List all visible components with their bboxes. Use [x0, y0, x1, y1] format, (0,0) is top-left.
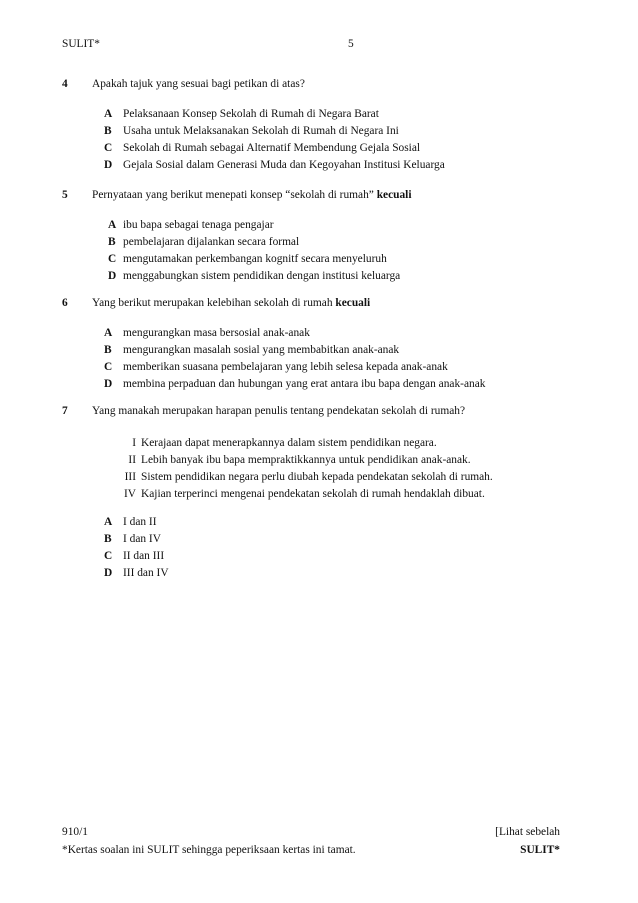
footer-note: *Kertas soalan ini SULIT sehingga peperiksaan kertas ini tamat. — [62, 844, 356, 856]
option-text: ibu bapa sebagai tenaga pengajar — [123, 219, 274, 231]
option-text: II dan III — [123, 550, 165, 562]
statement-text: Sistem pendidikan negara perlu diubah kepada pendekatan sekolah di rumah. — [141, 471, 493, 483]
option-letter: C — [108, 253, 117, 265]
question-number: 4 — [62, 78, 68, 90]
footer-paper-code: 910/1 — [62, 826, 88, 838]
question-number: 7 — [62, 405, 68, 417]
option-letter: D — [104, 567, 113, 579]
statement-number: III — [124, 471, 136, 483]
question-text: Pernyataan yang berikut menepati konsep “sekolah di rumah” kecuali — [92, 189, 412, 201]
statement-text: Lebih banyak ibu bapa mempraktikkannya untuk pendidikan anak-anak. — [141, 454, 471, 466]
statement-number: II — [128, 454, 136, 466]
option-letter: C — [104, 142, 113, 154]
option-text: mengurangkan masa bersosial anak-anak — [123, 327, 310, 339]
option-letter: B — [104, 125, 112, 137]
option-text: Gejala Sosial dalam Generasi Muda dan Kegoyahan Institusi Keluarga — [123, 159, 445, 171]
question-emphasis: kecuali — [376, 189, 412, 201]
option-text: Pelaksanaan Konsep Sekolah di Rumah di Negara Barat — [123, 108, 379, 120]
question-text: Yang manakah merupakan harapan penulis tentang pendekatan sekolah di rumah? — [92, 405, 466, 417]
option-text: Sekolah di Rumah sebagai Alternatif Membendung Gejala Sosial — [123, 142, 421, 154]
option-text: pembelajaran dijalankan secara formal — [123, 236, 300, 248]
option-letter: B — [104, 533, 112, 545]
question-number: 6 — [62, 297, 68, 309]
option-letter: C — [104, 550, 113, 562]
option-text: membina perpaduan dan hubungan yang erat antara ibu bapa dengan anak-anak — [123, 378, 486, 390]
option-letter: A — [104, 327, 113, 339]
statement-text: Kajian terperinci mengenai pendekatan sekolah di rumah hendaklah dibuat. — [141, 488, 485, 500]
header-classification: SULIT* — [62, 38, 100, 50]
page-number: 5 — [348, 38, 354, 50]
option-text: memberikan suasana pembelajaran yang lebih selesa kepada anak-anak — [123, 361, 448, 373]
option-letter: B — [108, 236, 116, 248]
option-letter: D — [104, 159, 113, 171]
option-letter: A — [104, 516, 113, 528]
option-text: III dan IV — [123, 567, 169, 579]
option-text: I dan II — [123, 516, 157, 528]
option-text: mengutamakan perkembangan kognitf secara menyeluruh — [123, 253, 387, 265]
statement-number: I — [132, 437, 136, 449]
footer-turn-over: [Lihat sebelah — [495, 826, 560, 838]
question-text: Yang berikut merupakan kelebihan sekolah di rumah kecuali — [92, 297, 371, 309]
statement-number: IV — [123, 488, 136, 500]
option-text: Usaha untuk Melaksanakan Sekolah di Rumah di Negara Ini — [123, 125, 399, 137]
question-number: 5 — [62, 189, 68, 201]
option-text: mengurangkan masalah sosial yang membabitkan anak-anak — [123, 344, 400, 356]
question-text: Apakah tajuk yang sesuai bagi petikan di atas? — [92, 78, 305, 90]
option-letter: B — [104, 344, 112, 356]
question-emphasis: kecuali — [335, 297, 371, 309]
footer-classification: SULIT* — [520, 844, 560, 856]
option-letter: C — [104, 361, 113, 373]
option-letter: D — [108, 270, 117, 282]
option-letter: A — [108, 219, 117, 231]
statement-text: Kerajaan dapat menerapkannya dalam sistem pendidikan negara. — [141, 437, 437, 449]
option-letter: D — [104, 378, 113, 390]
option-letter: A — [104, 108, 113, 120]
option-text: menggabungkan sistem pendidikan dengan institusi keluarga — [123, 270, 401, 282]
option-text: I dan IV — [123, 533, 161, 545]
